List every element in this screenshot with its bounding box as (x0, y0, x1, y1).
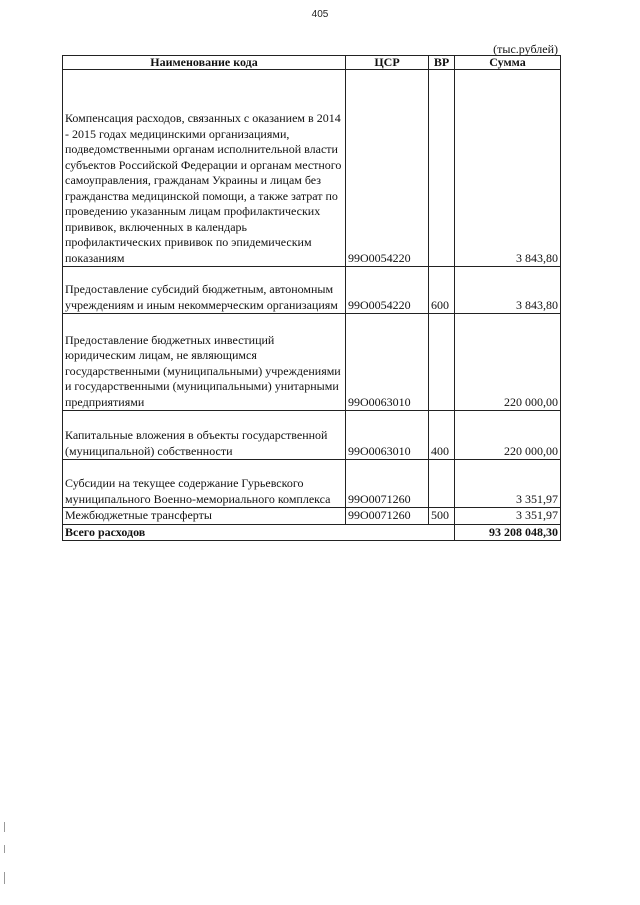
table-row (63, 411, 561, 460)
header-vr: ВР (429, 56, 455, 70)
expenditure-table (62, 55, 561, 541)
row-sum: 220 000,00 (455, 411, 561, 460)
table-row (63, 460, 561, 508)
table-row (63, 508, 561, 525)
scan-mark (4, 822, 5, 832)
row-vr: 600 (429, 267, 455, 314)
scan-mark (4, 872, 5, 884)
row-sum: 3 351,97 (455, 508, 561, 525)
table-header-row (63, 56, 561, 70)
row-vr (429, 460, 455, 508)
row-vr (429, 70, 455, 267)
row-name: Субсидии на текущее содержание Гурьевского муниципального Военно-мемориального комплекса (63, 460, 346, 508)
row-csr: 99О0063010 (346, 411, 429, 460)
header-csr: ЦСР (346, 56, 429, 70)
row-sum: 3 843,80 (455, 267, 561, 314)
header-sum: Сумма (455, 56, 561, 70)
row-sum: 3 351,97 (455, 460, 561, 508)
table-row (63, 70, 561, 267)
table-row (63, 314, 561, 411)
table-row (63, 267, 561, 314)
row-csr: 99О0071260 (346, 460, 429, 508)
row-csr: 99О0063010 (346, 314, 429, 411)
total-row (63, 524, 561, 541)
total-label: Всего расходов (63, 524, 455, 541)
row-sum: 220 000,00 (455, 314, 561, 411)
row-vr (429, 314, 455, 411)
row-sum: 3 843,80 (455, 70, 561, 267)
units-label: (тыс.рублей) (493, 42, 558, 56)
row-name: Компенсация расходов, связанных с оказанием в 2014 - 2015 годах медицинскими организациями, подведомственными органам исполнительной власти субъектов Российской Федерации и органам местного самоуправления, гражданам Украины и лицам без гражданства медицинской помощи, а также затрат по проведению указанным лицам профилактических прививок, включенных в календарь профилактических прививок по эпидемическим показаниям (63, 70, 346, 267)
header-name: Наименование кода (63, 56, 346, 70)
row-vr: 500 (429, 508, 455, 525)
row-name: Межбюджетные трансферты (63, 508, 346, 525)
row-name: Предоставление субсидий бюджетным, автономным учреждениям и иным некоммерческим организациям (63, 267, 346, 314)
row-name: Капитальные вложения в объекты государственной (муниципальной) собственности (63, 411, 346, 460)
page-number: 405 (311, 9, 329, 20)
row-name: Предоставление бюджетных инвестиций юридическим лицам, не являющимся государственными (муниципальными) учреждениями и государственными (муниципальными) унитарными предприятиями (63, 314, 346, 411)
row-csr: 99О0054220 (346, 267, 429, 314)
scan-mark (4, 845, 5, 853)
row-csr: 99О0054220 (346, 70, 429, 267)
row-csr: 99О0071260 (346, 508, 429, 525)
total-sum: 93 208 048,30 (455, 524, 561, 541)
row-vr: 400 (429, 411, 455, 460)
